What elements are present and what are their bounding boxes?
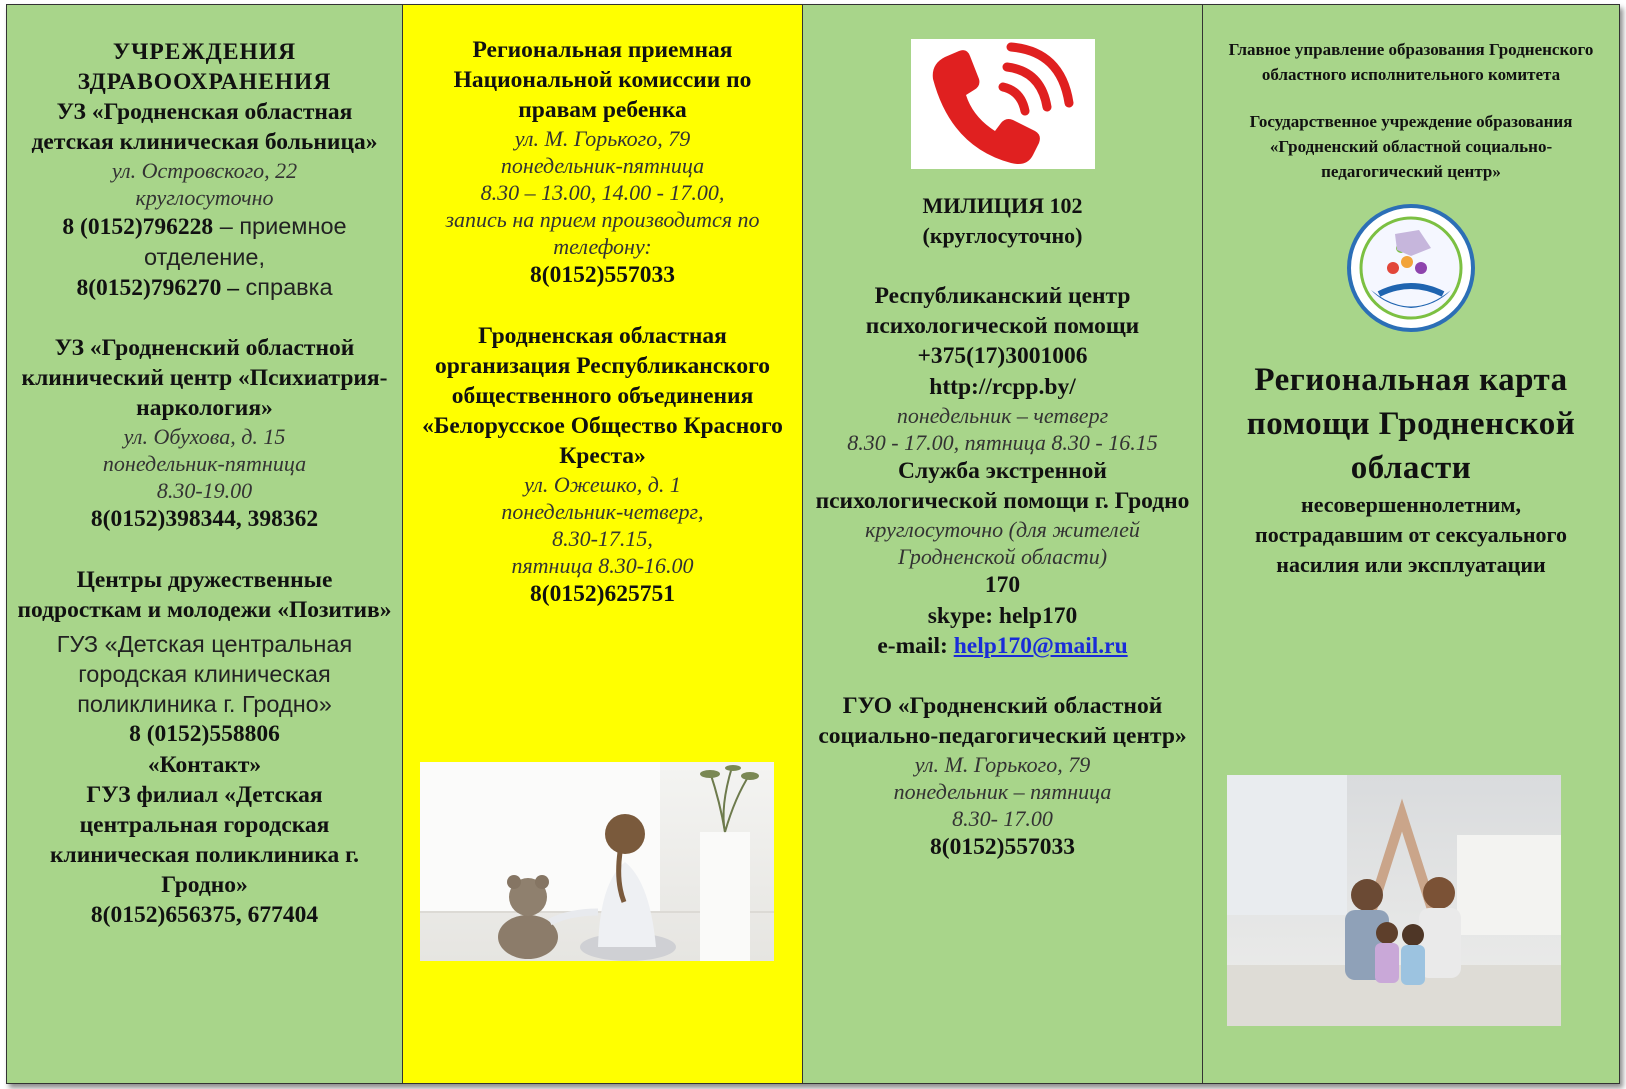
org-hours-friday: пятница 8.30-16.00 <box>511 553 694 578</box>
phone-number: 8(0152)656375, 677404 <box>90 902 319 928</box>
column-cover <box>1203 5 1619 1083</box>
org-note: запись на прием производится по телефону: <box>445 207 760 259</box>
issuer-ministry: Главное управление образования Гродненского областного исполнительного комитета <box>1228 40 1594 84</box>
org-hours: 8.30- 17.00 <box>952 806 1053 831</box>
phone-number: 8(0152)557033 <box>930 834 1075 860</box>
family-photo <box>1227 775 1561 1026</box>
org-days: понедельник-пятница <box>102 451 307 476</box>
org-address: ул. Островского, 22 <box>111 158 298 183</box>
org-days: понедельник-пятница <box>500 153 705 178</box>
email-line <box>811 631 1194 661</box>
phone-line <box>17 272 392 303</box>
org-hours: 8.30-19.00 <box>156 478 253 503</box>
org-name: ГУО «Гродненский областной социально-педагогический центр» <box>818 693 1187 749</box>
column-hotlines <box>803 5 1203 1083</box>
org-days: понедельник – пятница <box>893 779 1112 804</box>
org-hours: 8.30 – 13.00, 14.00 - 17.00, <box>480 180 725 205</box>
org-address: ул. М. Горького, 79 <box>514 126 691 151</box>
org-days: понедельник – четверг <box>896 403 1109 428</box>
email-label: e-mail: <box>877 633 954 659</box>
phone-number: 8(0152)557033 <box>530 262 675 288</box>
child-with-teddy-photo <box>420 762 774 961</box>
org-name: Региональная приемная Национальной комиссии по правам ребенка <box>453 37 752 123</box>
phone-number: 8(0152)796270 – <box>76 275 240 301</box>
email-link[interactable]: help170@mail.ru <box>953 633 1128 659</box>
org-hours: 8.30-17.15, <box>552 526 653 551</box>
phone-ring-icon <box>911 39 1095 169</box>
org-name: «Контакт» <box>147 752 262 778</box>
org-subname: ГУЗ «Детская центральная городская клиническая поликлиника г. Гродно» <box>56 631 353 717</box>
org-hours: 8.30 - 17.00, пятница 8.30 - 16.15 <box>847 430 1158 455</box>
org-address: ул. М. Горького, 79 <box>914 752 1091 777</box>
phone-note: – приемное отделение, <box>143 213 347 270</box>
center-logo-icon <box>1341 198 1481 338</box>
column-yellow <box>403 5 803 1083</box>
org-name: Служба экстренной психологической помощи г. Гродно <box>815 458 1190 514</box>
phone-number: 8 (0152)796228 <box>62 214 214 240</box>
phone-number: 8(0152)625751 <box>530 581 675 607</box>
phone-number: 8 (0152)558806 <box>129 721 280 747</box>
phone-number: 8(0152)398344, 398362 <box>90 506 319 532</box>
phone-number: +375(17)3001006 <box>917 343 1088 369</box>
org-name: Гродненская областная организация Республиканского общественного объединения «Белорусское Общество Красного Креста» <box>422 323 783 469</box>
brochure-sheet <box>6 4 1620 1084</box>
issuer-center: Государственное учреждение образования «Гродненский областной социально-педагогический центр» <box>1249 112 1573 181</box>
section-heading: УЧРЕЖДЕНИЯ ЗДРАВООХРАНЕНИЯ <box>77 39 332 95</box>
org-subname: ГУЗ филиал «Детская центральная городская клиническая поликлиника г. Гродно» <box>49 782 360 898</box>
column-health-institutions <box>7 5 403 1083</box>
website-link[interactable]: http://rcpp.by/ <box>929 374 1076 400</box>
phone-note: справка <box>239 274 333 300</box>
skype-contact: skype: help170 <box>927 603 1078 629</box>
org-days: понедельник-четверг, <box>501 499 704 524</box>
org-name: УЗ «Гродненская областная детская клиническая больница» <box>31 99 378 155</box>
org-address: ул. Обухова, д. 15 <box>123 424 286 449</box>
org-name: УЗ «Гродненский областной клинический центр «Психиатрия-наркология» <box>21 335 388 421</box>
phone-line <box>17 211 392 272</box>
police-hours: (круглосуточно) <box>922 223 1083 248</box>
org-name: Центры дружественные подросткам и молодежи «Позитив» <box>17 567 392 623</box>
police-label: МИЛИЦИЯ 102 <box>922 193 1083 218</box>
org-hours: круглосуточно <box>135 185 274 210</box>
org-note: круглосуточно (для жителей Гродненской области) <box>865 517 1140 569</box>
phone-number: 170 <box>984 572 1021 598</box>
org-name: Республиканский центр психологической помощи <box>865 283 1140 339</box>
brochure-subtitle: несовершеннолетним, пострадавшим от сексуального насилия или эксплуатации <box>1255 492 1567 577</box>
brochure-title: Региональная карта помощи Гродненской области <box>1246 362 1576 486</box>
org-address: ул. Ожешко, д. 1 <box>524 472 681 497</box>
